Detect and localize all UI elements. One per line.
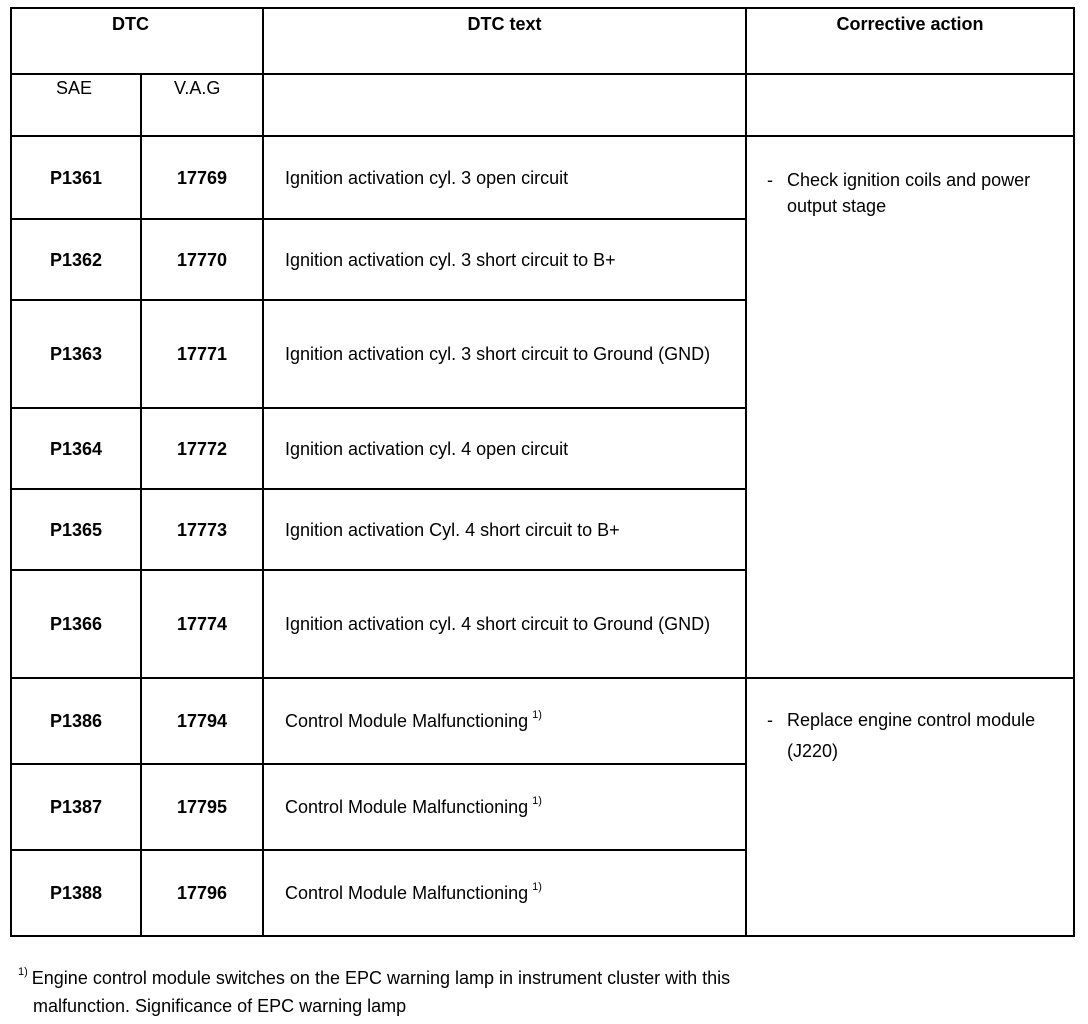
vag-code: 17795 [141, 764, 263, 850]
corrective-action-cell [746, 136, 1074, 678]
footnote-line-1: Engine control module switches on the EPC warning lamp in instrument cluster with this [31, 968, 731, 988]
dtc-text [263, 850, 746, 936]
footnote [18, 964, 1068, 1020]
dtc-text-label: Ignition activation cyl. 4 short circuit to Ground (GND) [285, 614, 711, 634]
subheader-sae: SAE [11, 74, 141, 136]
dtc-text-label: Control Module Malfunctioning [285, 711, 529, 731]
dtc-text [263, 489, 746, 570]
sae-code: P1366 [11, 570, 141, 678]
corrective-action-cell [746, 678, 1074, 936]
corrective-action-1 [747, 137, 1073, 219]
sae-code: P1363 [11, 300, 141, 408]
vag-code: 17772 [141, 408, 263, 489]
action-dash: - [767, 710, 773, 730]
vag-code: 17794 [141, 678, 263, 764]
subheader-empty-action [746, 74, 1074, 136]
vag-code: 17773 [141, 489, 263, 570]
header-dtc: DTC [11, 8, 263, 74]
footnote-ref: 1) [532, 709, 542, 721]
header-corrective-action: Corrective action [746, 8, 1074, 74]
dtc-text [263, 219, 746, 300]
footnote-ref: 1) [532, 881, 542, 893]
dtc-text [263, 408, 746, 489]
dtc-text-label: Control Module Malfunctioning [285, 797, 529, 817]
footnote-line-2: malfunction. Significance of EPC warning lamp [33, 996, 407, 1016]
dtc-text-label: Control Module Malfunctioning [285, 883, 529, 903]
sae-code: P1361 [11, 136, 141, 219]
subheader-vag: V.A.G [141, 74, 263, 136]
action-text: Replace engine control module (J220) [787, 710, 1036, 761]
dtc-text [263, 300, 746, 408]
footnote-ref: 1) [532, 795, 542, 807]
sae-code: P1365 [11, 489, 141, 570]
footnote-marker: 1) [18, 966, 28, 978]
vag-code: 17774 [141, 570, 263, 678]
action-text: Check ignition coils and power output stage [787, 170, 1031, 216]
subheader-empty-text [263, 74, 746, 136]
dtc-text-label: Ignition activation Cyl. 4 short circuit to B+ [285, 519, 620, 540]
table-row [11, 678, 1074, 764]
dtc-text [263, 136, 746, 219]
dtc-text [263, 678, 746, 764]
table-row [11, 136, 1074, 219]
dtc-text-label: Ignition activation cyl. 3 open circuit [285, 167, 569, 188]
dtc-table [10, 7, 1075, 937]
vag-code: 17770 [141, 219, 263, 300]
sae-code: P1364 [11, 408, 141, 489]
dtc-text [263, 570, 746, 678]
dtc-text-label: Ignition activation cyl. 4 open circuit [285, 438, 569, 459]
sae-code: P1362 [11, 219, 141, 300]
header-row [11, 8, 1074, 74]
sae-code: P1388 [11, 850, 141, 936]
dtc-text [263, 764, 746, 850]
corrective-action-2 [747, 679, 1073, 767]
subheader-row [11, 74, 1074, 136]
vag-code: 17796 [141, 850, 263, 936]
sae-code: P1386 [11, 678, 141, 764]
vag-code: 17769 [141, 136, 263, 219]
action-dash: - [767, 170, 773, 190]
sae-code: P1387 [11, 764, 141, 850]
header-dtc-text: DTC text [263, 8, 746, 74]
dtc-text-label: Ignition activation cyl. 3 short circuit to B+ [285, 249, 616, 270]
dtc-text-label: Ignition activation cyl. 3 short circuit to Ground (GND) [285, 344, 711, 364]
vag-code: 17771 [141, 300, 263, 408]
